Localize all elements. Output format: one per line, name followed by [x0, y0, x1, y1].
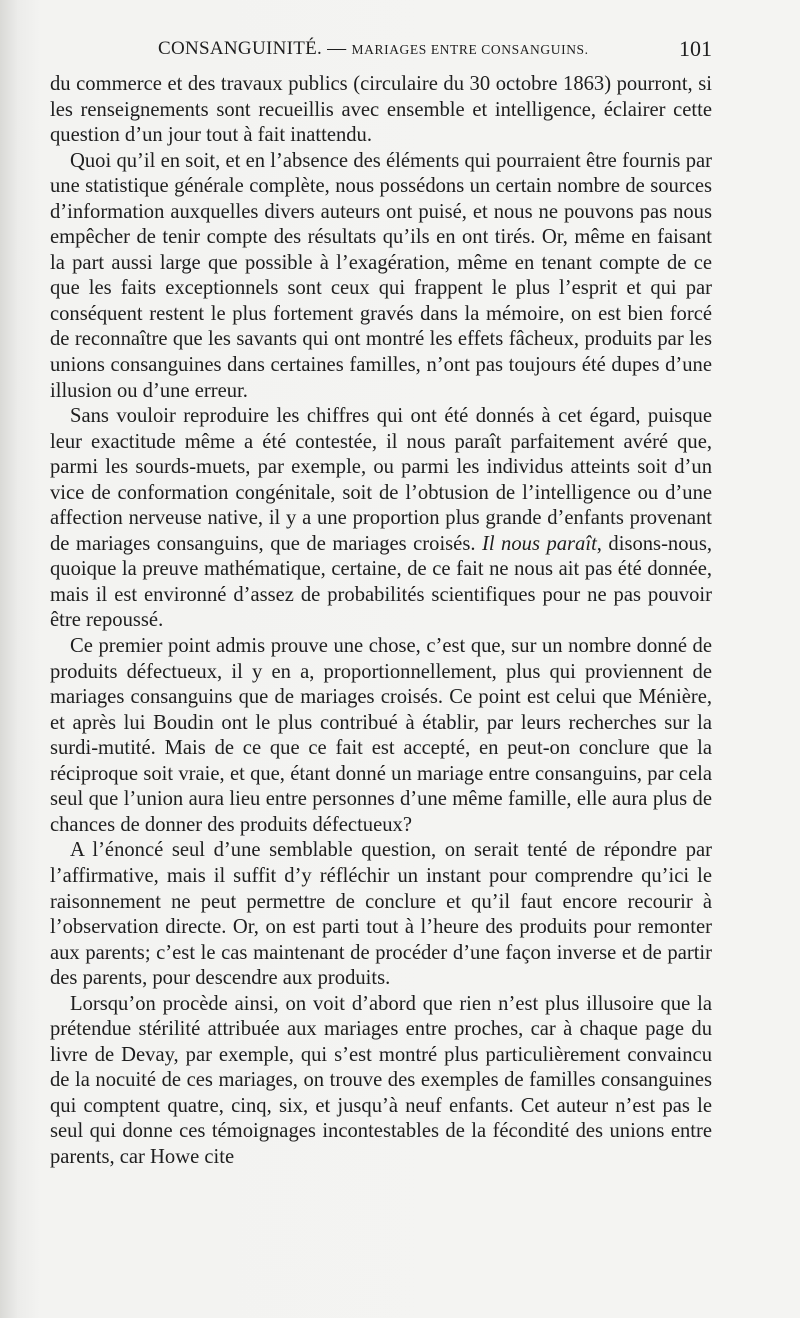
paragraph: Ce premier point admis prouve une chose, c’est que, sur un nombre donné de produits défectueux, il y en a, proportionnellement, plus qui proviennent de mariages consanguins que de mariages croisés. Ce point est celui que Ménière, et après lui Boudin ont le plus contribué à établir, par leurs recherches sur la surdi-mutité. Mais de ce que ce fait est accepté, en peut-on conclure que la réciproque soit vraie, et que, étant donné un mariage entre consanguins, par cela seul que l’union aura lieu entre personnes d’une même famille, elle aura plus de chances de donner des produits défectueux?	[50, 635, 712, 836]
paragraph: du commerce et des travaux publics (circulaire du 30 octobre 1863) pourront, si les renseignements sont recueillis avec ensemble et intelligence, éclairer cette question d’un jour tout à fait inattendu.	[50, 73, 712, 147]
paragraph: Lorsqu’on procède ainsi, on voit d’abord que rien n’est plus illusoire que la prétendue stérilité attribuée aux mariages entre proches, car à chaque page du livre de Devay, par exemple, qui s’est montré plus particulièrement convaincu de la nocuité de ces mariages, on trouve des exemples de familles consanguines qui comptent quatre, cinq, six, et jusqu’à neuf enfants. Cet auteur n’est pas le seul qui donne ces témoignages incontestables de la fécondité des unions entre parents, car Howe cite	[50, 992, 712, 1168]
paragraph-text: , disons-nous, quoique la preuve mathématique, certaine, de ce fait ne nous ait pas été donnée, mais il est environné d’assez de probabilités scientifiques pour ne pas pouvoir être repoussé.	[50, 532, 712, 632]
paragraph: A l’énoncé seul d’une semblable question, on serait tenté de répondre par l’affirmative, mais il suffit d’y réfléchir un instant pour comprendre qu’ici le raisonnement ne peut permettre de conclure et qu’il faut encore recourir à l’observation directe. Or, on est parti tout à l’heure des produits pour remonter aux parents; c’est le cas maintenant de procéder d’une façon inverse et de partir des parents, pour descendre aux produits.	[50, 839, 712, 990]
running-title	[158, 38, 589, 60]
paragraph-text: Sans vouloir reproduire les chiffres qui ont été donnés à cet égard, puisque leur exactitude même a été contestée, il nous paraît parfaitement avéré que, parmi les sourds-muets, par exemple, ou parmi les individus atteints soit d’un vice de conformation congénitale, soit de l’obtusion de l’intelligence ou d’une affection nerveuse native, il y a une proportion plus grande d’enfants provenant de mariages consanguins, que de mariages croisés.	[50, 405, 712, 555]
paragraph: Quoi qu’il en soit, et en l’absence des éléments qui pourraient être fournis par une statistique générale complète, nous possédons un certain nombre de sources d’information auxquelles divers auteurs ont puisé, et nous ne pouvons pas nous empêcher de tenir compte des résultats qu’ils en ont tirés. Or, même en faisant la part aussi large que possible à l’exagération, même en tenant compte de ce que les faits exceptionnels sont ceux qui frappent le plus l’esprit et qui par conséquent restent le plus fortement gravés dans la mémoire, on est bien forcé de reconnaître que les savants qui ont montré les effets fâcheux, produits par les unions consanguines dans certaines familles, n’ont pas toujours été dupes d’une illusion ou d’une erreur.	[50, 149, 712, 402]
page-number: 101	[679, 36, 712, 61]
paragraph	[50, 404, 712, 634]
running-title-dash: —	[327, 38, 347, 59]
running-header	[50, 38, 712, 64]
running-title-subtitle: MARIAGES ENTRE CONSANGUINS.	[351, 42, 589, 57]
emphasized-phrase: Il nous paraît	[481, 532, 597, 555]
body-text	[50, 72, 712, 1171]
running-title-main: CONSANGUINITÉ.	[158, 38, 323, 59]
